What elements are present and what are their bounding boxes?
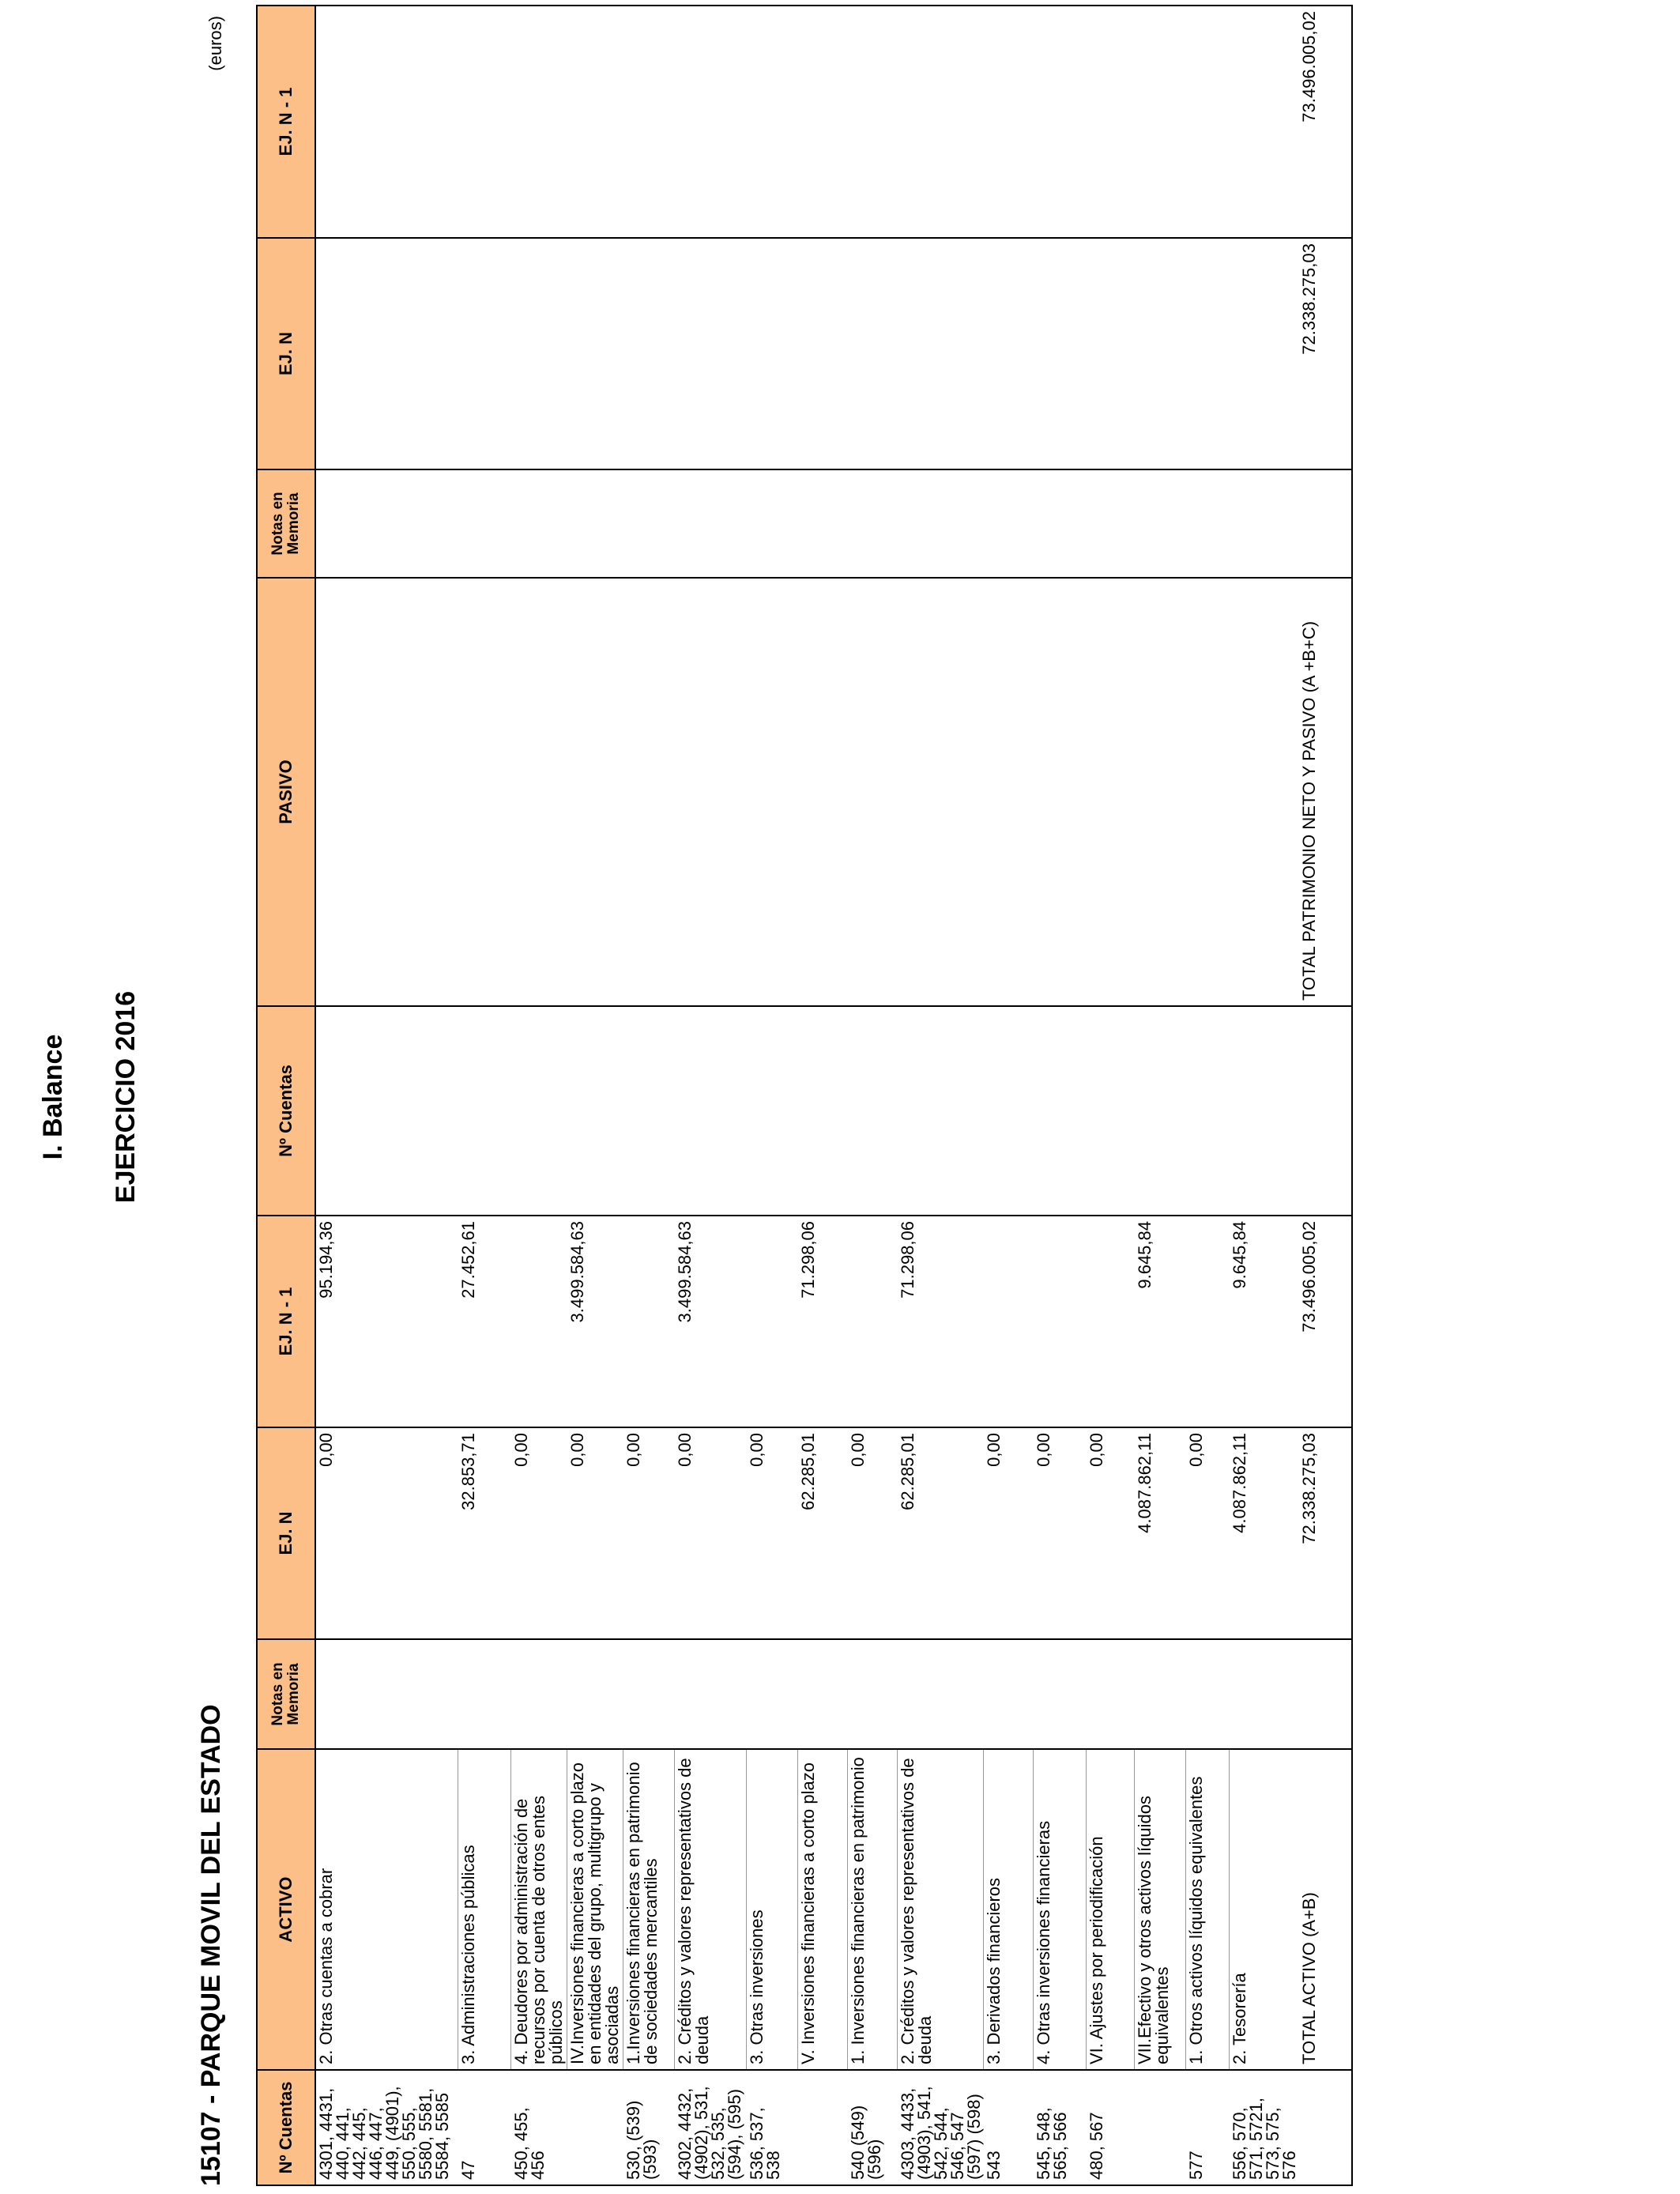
col-header-pasivo: PASIVO: [257, 578, 315, 1006]
pasivo-account-cell: [898, 1006, 984, 1216]
ej-n1-value: [848, 1216, 898, 1427]
pasivo-account-cell: [458, 1006, 511, 1216]
total-activo-label: TOTAL ACTIVO (A+B): [1299, 1749, 1352, 2070]
col-header-notas: Notas en Memoria: [257, 1639, 315, 1749]
table-row: [898, 6, 984, 2185]
table-row: [623, 6, 675, 2185]
total-pasivo-notes-cell: [1299, 469, 1352, 578]
pasivo-account-cell: [1034, 1006, 1087, 1216]
activo-concept: 2. Tesorería: [1230, 1749, 1299, 2070]
total-pasivo-label: TOTAL PATRIMONIO NETO Y PASIVO (A +B+C): [1299, 578, 1352, 1006]
pasivo-notes-cell: [1230, 469, 1299, 578]
activo-concept: 3. Derivados financieros: [984, 1749, 1034, 2070]
pasivo-ej-n-cell: [1087, 238, 1135, 469]
pasivo-ej-n1-cell: [747, 6, 798, 238]
pasivo-ej-n-cell: [623, 238, 675, 469]
notes-cell: [1230, 1639, 1299, 1749]
col-header-notas-pasivo: Notas en Memoria: [257, 469, 315, 578]
account-numbers: 47: [458, 2070, 511, 2185]
pasivo-account-cell: [675, 1006, 747, 1216]
table-row: [747, 6, 798, 2185]
activo-concept: 2. Créditos y valores representativos de deuda: [675, 1749, 747, 2070]
pasivo-account-cell: [511, 1006, 567, 1216]
ej-n1-value: 95.194,36: [315, 1216, 458, 1427]
pasivo-concept-cell: [675, 578, 747, 1006]
pasivo-ej-n-cell: [1034, 238, 1087, 469]
pasivo-ej-n-cell: [984, 238, 1034, 469]
pasivo-account-cell: [1087, 1006, 1135, 1216]
pasivo-ej-n-cell: [1230, 238, 1299, 469]
col-header-ej-n1: EJ. N - 1: [257, 1216, 315, 1427]
pasivo-ej-n-cell: [798, 238, 848, 469]
pasivo-notes-cell: [623, 469, 675, 578]
ej-n-value: 4.087.862,11: [1135, 1427, 1186, 1639]
pasivo-account-cell: [1186, 1006, 1230, 1216]
ej-n1-value: 9.645,84: [1135, 1216, 1186, 1427]
notes-cell: [458, 1639, 511, 1749]
account-numbers: 480, 567: [1087, 2070, 1135, 2185]
ej-n-value: 0,00: [1186, 1427, 1230, 1639]
table-row: [458, 6, 511, 2185]
table-body: [315, 6, 1352, 2185]
pasivo-ej-n-cell: [848, 238, 898, 469]
pasivo-notes-cell: [898, 469, 984, 578]
col-header-cuentas-pasivo: Nº Cuentas: [257, 1006, 315, 1216]
account-numbers: [798, 2070, 848, 2185]
pasivo-account-cell: [747, 1006, 798, 1216]
pasivo-ej-n1-cell: [1135, 6, 1186, 238]
table-row: [675, 6, 747, 2185]
total-activo-ej-n1: 73.496.005,02: [1299, 1216, 1352, 1427]
pasivo-ej-n1-cell: [984, 6, 1034, 238]
notes-cell: [898, 1639, 984, 1749]
ej-n-value: 0,00: [511, 1427, 567, 1639]
ej-n-value: 62.285,01: [798, 1427, 848, 1639]
account-numbers: 536, 537, 538: [747, 2070, 798, 2185]
pasivo-ej-n1-cell: [315, 6, 458, 238]
account-numbers: 4301, 4431, 440, 441, 442, 445, 446, 447, 449, (4901), 550, 555, 5580, 5581, 5584, 5585: [315, 2070, 458, 2185]
pasivo-notes-cell: [511, 469, 567, 578]
table-header-row: [257, 6, 315, 2185]
notes-cell: [315, 1639, 458, 1749]
ej-n1-value: [1186, 1216, 1230, 1427]
activo-concept: 1.Inversiones financieras en patrimonio de sociedades mercantiles: [623, 1749, 675, 2070]
activo-concept: 4. Otras inversiones financieras: [1034, 1749, 1087, 2070]
account-numbers: 540 (549) (596): [848, 2070, 898, 2185]
pasivo-ej-n-cell: [1135, 238, 1186, 469]
ej-n1-value: [984, 1216, 1034, 1427]
activo-concept: IV.Inversiones financieras a corto plazo en entidades del grupo, multigrupo y asociadas: [567, 1749, 623, 2070]
notes-cell: [1087, 1639, 1135, 1749]
notes-cell: [1135, 1639, 1186, 1749]
pasivo-ej-n1-cell: [511, 6, 567, 238]
pasivo-ej-n-cell: [458, 238, 511, 469]
activo-concept: 4. Deudores por administración de recursos por cuenta de otros entes públicos: [511, 1749, 567, 2070]
pasivo-ej-n1-cell: [1087, 6, 1135, 238]
pasivo-ej-n-cell: [675, 238, 747, 469]
ej-n-value: 0,00: [984, 1427, 1034, 1639]
total-account-cell: [1299, 2070, 1352, 2185]
pasivo-ej-n1-cell: [848, 6, 898, 238]
account-numbers: 450, 455, 456: [511, 2070, 567, 2185]
col-header-activo: ACTIVO: [257, 1749, 315, 2070]
pasivo-concept-cell: [1135, 578, 1186, 1006]
notes-cell: [1034, 1639, 1087, 1749]
entity-name: 15107 - PARQUE MOVIL DEL ESTADO: [196, 1704, 226, 2186]
pasivo-account-cell: [1135, 1006, 1186, 1216]
ej-n-value: 0,00: [675, 1427, 747, 1639]
activo-concept: VI. Ajustes por periodificación: [1087, 1749, 1135, 2070]
table-row: [1230, 6, 1299, 2185]
table-row: [1135, 6, 1186, 2185]
account-numbers: 530, (539) (593): [623, 2070, 675, 2185]
activo-concept: 2. Créditos y valores representativos de deuda: [898, 1749, 984, 2070]
pasivo-notes-cell: [675, 469, 747, 578]
ej-n1-value: 71.298,06: [798, 1216, 848, 1427]
pasivo-concept-cell: [1087, 578, 1135, 1006]
pasivo-ej-n1-cell: [898, 6, 984, 238]
table-row: [511, 6, 567, 2185]
pasivo-ej-n-cell: [1186, 238, 1230, 469]
activo-concept: 2. Otras cuentas a cobrar: [315, 1749, 458, 2070]
notes-cell: [1186, 1639, 1230, 1749]
notes-cell: [675, 1639, 747, 1749]
notes-cell: [984, 1639, 1034, 1749]
pasivo-ej-n1-cell: [675, 6, 747, 238]
pasivo-concept-cell: [1230, 578, 1299, 1006]
table-row: [1186, 6, 1230, 2185]
pasivo-concept-cell: [623, 578, 675, 1006]
table-row: [984, 6, 1034, 2185]
pasivo-concept-cell: [848, 578, 898, 1006]
account-numbers: 545, 548, 565, 566: [1034, 2070, 1087, 2185]
pasivo-concept-cell: [567, 578, 623, 1006]
ej-n1-value: [623, 1216, 675, 1427]
ej-n-value: 0,00: [315, 1427, 458, 1639]
account-numbers: 543: [984, 2070, 1034, 2185]
pasivo-notes-cell: [798, 469, 848, 578]
pasivo-concept-cell: [458, 578, 511, 1006]
ej-n1-value: [1034, 1216, 1087, 1427]
account-numbers: 556, 570, 571, 5721, 573, 575, 576: [1230, 2070, 1299, 2185]
pasivo-concept-cell: [984, 578, 1034, 1006]
pasivo-ej-n1-cell: [798, 6, 848, 238]
pasivo-ej-n1-cell: [458, 6, 511, 238]
activo-concept: 3. Administraciones públicas: [458, 1749, 511, 2070]
col-header-ej-n-pasivo: EJ. N: [257, 238, 315, 469]
pasivo-ej-n1-cell: [1186, 6, 1230, 238]
pasivo-ej-n1-cell: [1034, 6, 1087, 238]
pasivo-notes-cell: [315, 469, 458, 578]
table-row: [1034, 6, 1087, 2185]
col-header-ej-n: EJ. N: [257, 1427, 315, 1639]
pasivo-notes-cell: [848, 469, 898, 578]
ej-n-value: 4.087.862,11: [1230, 1427, 1299, 1639]
pasivo-account-cell: [315, 1006, 458, 1216]
pasivo-ej-n-cell: [567, 238, 623, 469]
account-numbers: 4303, 4433, (4903), 541, 542, 544, 546, 547 (597) (598): [898, 2070, 984, 2185]
ej-n1-value: 9.645,84: [1230, 1216, 1299, 1427]
ej-n1-value: [1087, 1216, 1135, 1427]
pasivo-ej-n1-cell: [567, 6, 623, 238]
account-numbers: 577: [1186, 2070, 1230, 2185]
total-notes-cell: [1299, 1639, 1352, 1749]
ej-n-value: 62.285,01: [898, 1427, 984, 1639]
totals-row: [1299, 6, 1352, 2185]
total-activo-ej-n: 72.338.275,03: [1299, 1427, 1352, 1639]
pasivo-ej-n-cell: [315, 238, 458, 469]
activo-concept: 3. Otras inversiones: [747, 1749, 798, 2070]
ej-n-value: 0,00: [1087, 1427, 1135, 1639]
total-pasivo-ej-n: 72.338.275,03: [1299, 238, 1352, 469]
pasivo-ej-n-cell: [747, 238, 798, 469]
pasivo-account-cell: [567, 1006, 623, 1216]
ej-n-value: 0,00: [567, 1427, 623, 1639]
pasivo-notes-cell: [458, 469, 511, 578]
pasivo-account-cell: [1230, 1006, 1299, 1216]
pasivo-ej-n-cell: [511, 238, 567, 469]
activo-concept: 1. Otros activos líquidos equivalentes: [1186, 1749, 1230, 2070]
table-row: [1087, 6, 1135, 2185]
pasivo-account-cell: [984, 1006, 1034, 1216]
pasivo-concept-cell: [315, 578, 458, 1006]
ej-n1-value: 71.298,06: [898, 1216, 984, 1427]
page-title: I. Balance: [38, 1034, 68, 1160]
account-numbers: [1135, 2070, 1186, 2185]
pasivo-concept-cell: [1034, 578, 1087, 1006]
ej-n1-value: [511, 1216, 567, 1427]
pasivo-notes-cell: [567, 469, 623, 578]
ej-n-value: 0,00: [747, 1427, 798, 1639]
table-row: [567, 6, 623, 2185]
notes-cell: [623, 1639, 675, 1749]
col-header-ej-n1-pasivo: EJ. N - 1: [257, 6, 315, 238]
activo-concept: VII.Efectivo y otros activos líquidos equivalentes: [1135, 1749, 1186, 2070]
ej-n-value: 0,00: [848, 1427, 898, 1639]
balance-table: [256, 5, 1353, 2186]
notes-cell: [567, 1639, 623, 1749]
pasivo-ej-n1-cell: [1230, 6, 1299, 238]
col-header-cuentas: Nº Cuentas: [257, 2070, 315, 2185]
ej-n-value: 0,00: [623, 1427, 675, 1639]
pasivo-notes-cell: [1087, 469, 1135, 578]
notes-cell: [848, 1639, 898, 1749]
pasivo-account-cell: [798, 1006, 848, 1216]
pasivo-concept-cell: [511, 578, 567, 1006]
pasivo-concept-cell: [747, 578, 798, 1006]
pasivo-concept-cell: [898, 578, 984, 1006]
activo-concept: 1. Inversiones financieras en patrimonio: [848, 1749, 898, 2070]
pasivo-account-cell: [848, 1006, 898, 1216]
pasivo-notes-cell: [984, 469, 1034, 578]
ej-n1-value: [747, 1216, 798, 1427]
table-row: [315, 6, 458, 2185]
ej-n-value: 32.853,71: [458, 1427, 511, 1639]
ej-n1-value: 3.499.584,63: [567, 1216, 623, 1427]
ej-n1-value: 27.452,61: [458, 1216, 511, 1427]
pasivo-ej-n-cell: [898, 238, 984, 469]
notes-cell: [511, 1639, 567, 1749]
total-pasivo-account-cell: [1299, 1006, 1352, 1216]
activo-concept: V. Inversiones financieras a corto plazo: [798, 1749, 848, 2070]
pasivo-notes-cell: [747, 469, 798, 578]
ej-n1-value: 3.499.584,63: [675, 1216, 747, 1427]
total-pasivo-ej-n1: 73.496.005,02: [1299, 6, 1352, 238]
fiscal-year-title: EJERCICIO 2016: [111, 990, 141, 1204]
pasivo-account-cell: [623, 1006, 675, 1216]
notes-cell: [747, 1639, 798, 1749]
account-numbers: 4302, 4432, (4902), 531, 532, 535, (594), (595): [675, 2070, 747, 2185]
pasivo-notes-cell: [1186, 469, 1230, 578]
table-row: [798, 6, 848, 2185]
pasivo-notes-cell: [1034, 469, 1087, 578]
pasivo-concept-cell: [1186, 578, 1230, 1006]
pasivo-concept-cell: [798, 578, 848, 1006]
currency-unit: (euros): [205, 16, 225, 71]
table-row: [848, 6, 898, 2185]
ej-n-value: 0,00: [1034, 1427, 1087, 1639]
pasivo-notes-cell: [1135, 469, 1186, 578]
account-numbers: [567, 2070, 623, 2185]
pasivo-ej-n1-cell: [623, 6, 675, 238]
notes-cell: [798, 1639, 848, 1749]
